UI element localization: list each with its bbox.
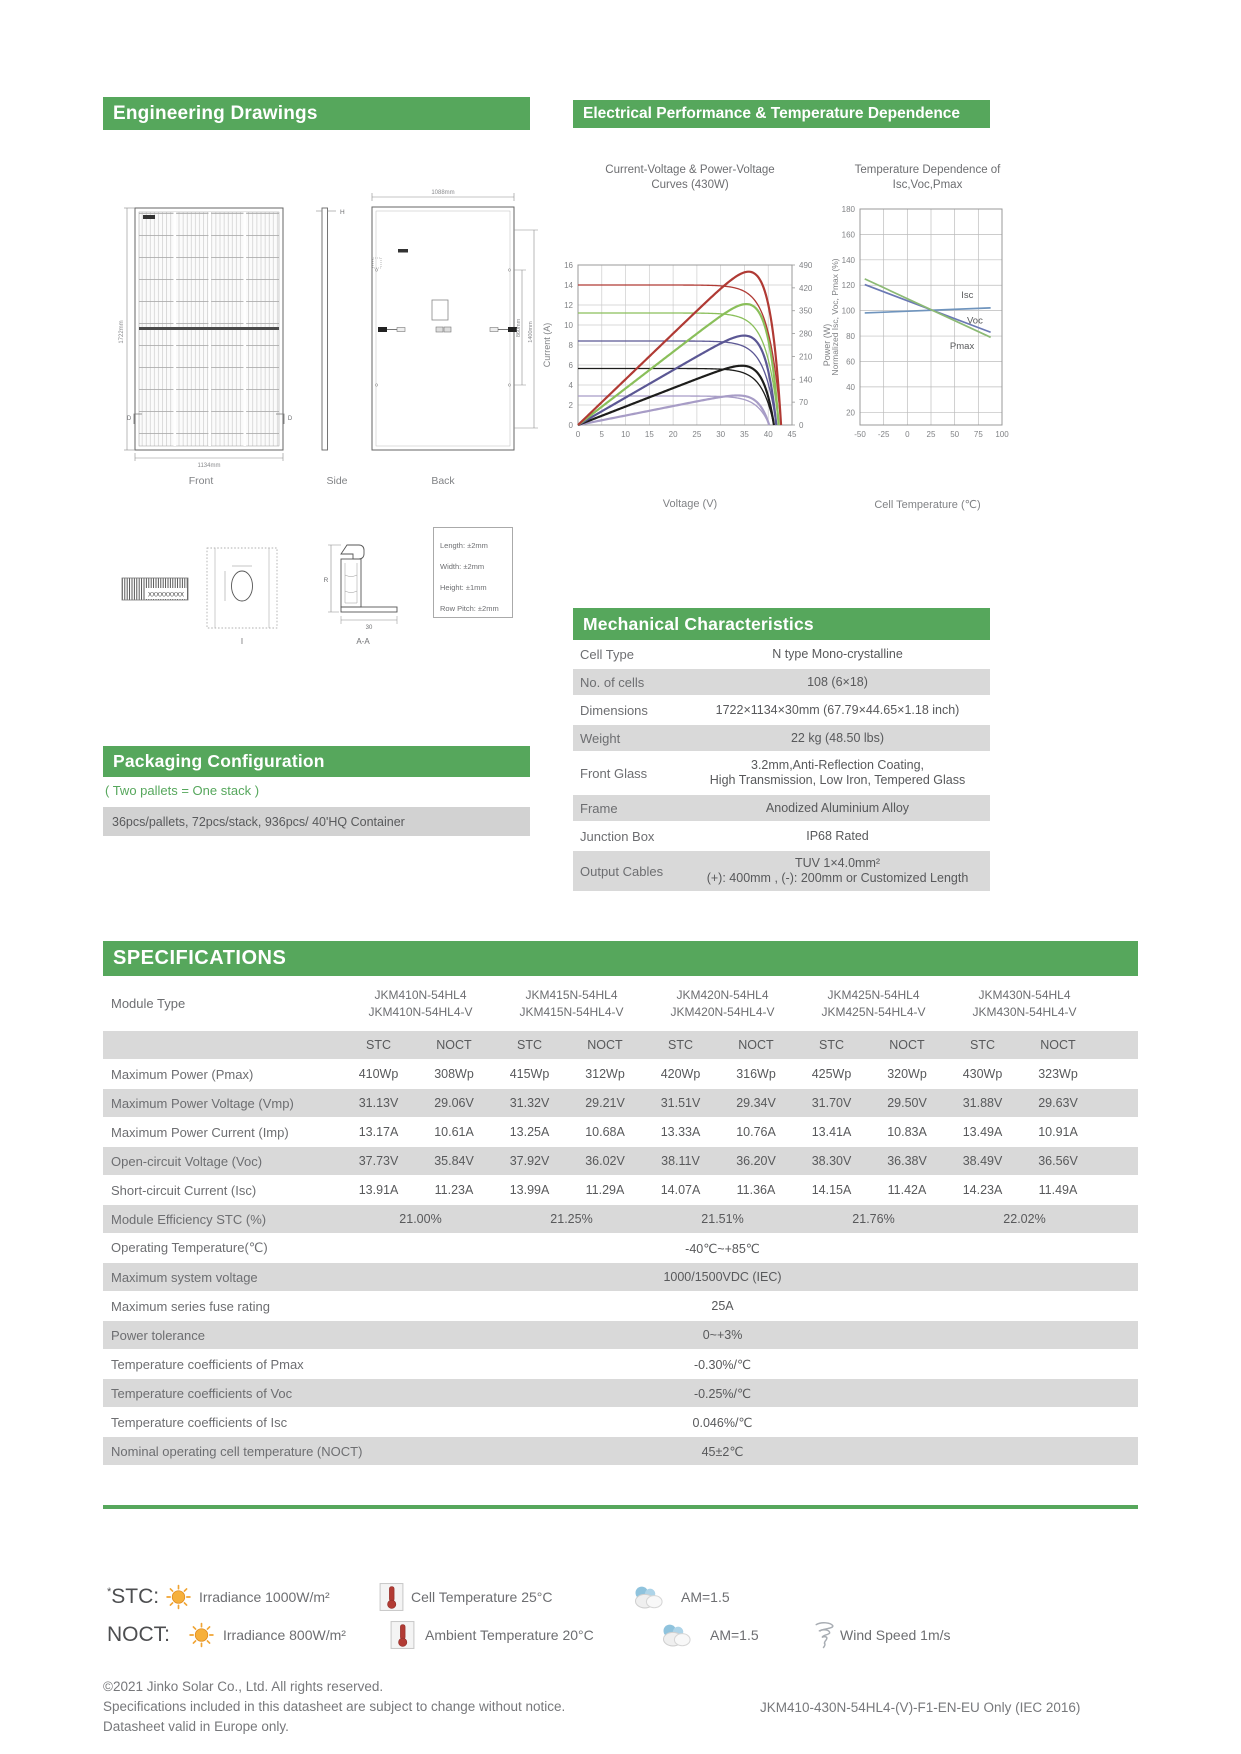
spec-value-cell: 36.20V xyxy=(736,1154,776,1168)
table-row xyxy=(103,1263,1138,1291)
mech-row-value: 22 kg (48.50 lbs) xyxy=(790,730,885,745)
sun-icon xyxy=(188,1622,215,1649)
svg-text:0: 0 xyxy=(905,430,910,439)
mech-row-value: TUV 1×4.0mm² (+): 400mm , (-): 200mm or Customized Length xyxy=(706,856,969,885)
spec-value-cell: 11.36A xyxy=(736,1183,776,1197)
spec-value-cell: 36.02V xyxy=(585,1154,625,1168)
svg-text:5: 5 xyxy=(599,430,605,439)
spec-value-cell: 10.76A xyxy=(736,1125,776,1139)
mech-row-label: Dimensions xyxy=(580,702,648,718)
cloud-icon xyxy=(630,1585,666,1610)
spec-value-cell: 13.25A xyxy=(509,1125,550,1139)
mechanical-table xyxy=(573,641,990,893)
mech-row-value: IP68 Rated xyxy=(806,828,869,843)
barcode-drawing xyxy=(122,578,188,600)
svg-text:45: 45 xyxy=(787,430,797,439)
spec-row-label: Maximum Power (Pmax) xyxy=(111,1066,254,1082)
spec-value-cell: 29.21V xyxy=(585,1096,625,1110)
spec-value-cell: 308Wp xyxy=(434,1067,474,1081)
svg-text:Current (A): Current (A) xyxy=(542,322,552,368)
back-top-dim: 1088mm xyxy=(431,190,455,196)
mech-row-value: 108 (6×18) xyxy=(807,674,868,689)
spec-row-label: Maximum Power Voltage (Vmp) xyxy=(111,1095,294,1111)
spec-row-label: Power tolerance xyxy=(111,1327,205,1343)
spec-value-cell: 0.046%/℃ xyxy=(692,1415,753,1430)
spec-value-cell: 323Wp xyxy=(1038,1067,1078,1081)
spec-row-label: Maximum Power Current (Imp) xyxy=(111,1124,289,1140)
table-row xyxy=(103,1089,1138,1117)
condition-cell: STC xyxy=(819,1038,844,1052)
mech-row-label: Cell Type xyxy=(580,646,634,662)
noct-wind-speed: Wind Speed 1m/s xyxy=(840,1627,951,1643)
svg-text:490: 490 xyxy=(799,261,813,270)
svg-text:30: 30 xyxy=(716,430,726,439)
spec-value-cell: 10.91A xyxy=(1038,1125,1078,1139)
specifications-header: SPECIFICATIONS xyxy=(103,941,1138,976)
spec-value-cell: 29.63V xyxy=(1038,1096,1078,1110)
mech-row-label: Weight xyxy=(580,730,621,746)
section-label: I xyxy=(240,637,244,646)
engineering-drawings xyxy=(95,170,555,500)
svg-text:160: 160 xyxy=(841,230,855,240)
condition-cell: STC xyxy=(668,1038,693,1052)
spec-value-cell: 430Wp xyxy=(962,1067,1003,1081)
front-width-dim: 1134mm xyxy=(197,463,221,469)
spec-value-cell: 31.51V xyxy=(660,1096,701,1110)
spec-value-cell: 10.68A xyxy=(585,1125,625,1139)
table-row xyxy=(573,697,990,723)
svg-text:Power (W): Power (W) xyxy=(822,323,832,367)
mech-row-label: Junction Box xyxy=(580,828,655,844)
svg-text:180: 180 xyxy=(841,205,855,214)
mech-row-value: Anodized Aluminium Alloy xyxy=(765,800,910,815)
noct-legend-row xyxy=(103,1616,1138,1654)
spec-value-cell: 38.11V xyxy=(661,1154,700,1168)
spec-value-cell: 1000/1500VDC (IEC) xyxy=(663,1270,782,1284)
spec-value-cell: 11.49A xyxy=(1038,1183,1078,1197)
spec-value-cell: -0.30%/℃ xyxy=(693,1357,752,1372)
svg-text:10: 10 xyxy=(564,321,573,330)
cloud-icon xyxy=(658,1623,694,1648)
thermometer-icon xyxy=(390,1621,415,1650)
iv-curve-irradiance-200W/m2 xyxy=(578,396,769,425)
stc-am: AM=1.5 xyxy=(681,1589,730,1605)
module-type-label: Module Type xyxy=(111,996,186,1011)
condition-cell: STC xyxy=(366,1038,391,1052)
spec-value-cell: 11.42A xyxy=(887,1183,927,1197)
spec-value-cell: 37.92V xyxy=(509,1154,550,1168)
tolerance-length: Length: ±2mm xyxy=(440,541,488,550)
pv-curve-irradiance-200W/m2 xyxy=(578,395,769,425)
spec-value-cell: 29.34V xyxy=(736,1096,776,1110)
svg-text:Isc: Isc xyxy=(961,289,974,301)
condition-cell: NOCT xyxy=(889,1038,925,1052)
back-right-dim2: 1400mm xyxy=(528,321,534,343)
spec-value-cell: 31.88V xyxy=(962,1096,1003,1110)
spec-row-label: Maximum series fuse rating xyxy=(111,1298,270,1314)
spec-value-cell: 14.07A xyxy=(660,1183,701,1197)
back-view-label: Back xyxy=(431,475,455,487)
packaging-info-bar: 36pcs/pallets, 72pcs/stack, 936pcs/ 40'HQ Container xyxy=(103,807,530,836)
iv-pv-chart-xlabel: Voltage (V) xyxy=(662,498,718,510)
svg-text:140: 140 xyxy=(841,255,855,265)
spec-value-cell: 11.29A xyxy=(585,1183,625,1197)
spec-row-label: Short-circuit Current (Isc) xyxy=(111,1182,257,1198)
noct-am: AM=1.5 xyxy=(710,1627,759,1643)
spec-value-cell: 13.33A xyxy=(660,1125,701,1139)
spec-value-cell: 29.50V xyxy=(887,1096,927,1110)
temp-chart-plot xyxy=(810,203,1045,448)
front-corner-label-right: D xyxy=(287,416,293,422)
spec-row-label: Temperature coefficients of Isc xyxy=(111,1414,288,1430)
electrical-performance-header: Electrical Performance & Temperature Dependence xyxy=(573,100,990,128)
table-row xyxy=(573,669,990,695)
condition-cell: STC xyxy=(970,1038,995,1052)
svg-text:12: 12 xyxy=(564,301,573,310)
svg-text:10: 10 xyxy=(621,430,631,439)
spec-value-cell: 31.32V xyxy=(509,1096,550,1110)
spec-value-cell: 13.99A xyxy=(509,1183,550,1197)
front-view-drawing xyxy=(119,208,293,469)
mech-row-label: Output Cables xyxy=(580,863,664,879)
packaging-subtitle: ( Two pallets = One stack ) xyxy=(105,783,260,798)
svg-text:75: 75 xyxy=(973,430,983,439)
wind-icon xyxy=(813,1621,836,1650)
spec-value-cell: 10.83A xyxy=(887,1125,927,1139)
document-code: JKM410-430N-54HL4-(V)-F1-EN-EU Only (IEC 2016) xyxy=(760,1700,1081,1715)
iv-pv-chart-plot xyxy=(540,235,840,450)
spec-value-cell: 14.15A xyxy=(811,1183,852,1197)
table-row xyxy=(103,1118,1138,1146)
table-row xyxy=(103,1292,1138,1320)
spec-value-cell: 13.17A xyxy=(358,1125,399,1139)
profile-width-label: 30 xyxy=(365,625,373,631)
svg-text:420: 420 xyxy=(799,283,813,293)
svg-text:80: 80 xyxy=(846,332,855,342)
disclaimer-line: Specifications included in this datasheet are subject to change without notice. xyxy=(103,1699,566,1714)
svg-text:-25: -25 xyxy=(877,430,890,439)
svg-text:0: 0 xyxy=(799,421,804,430)
sun-icon xyxy=(165,1584,192,1611)
spec-value-cell: 312Wp xyxy=(585,1067,625,1081)
spec-value-cell: 35.84V xyxy=(434,1154,474,1168)
svg-text:-50: -50 xyxy=(854,430,866,439)
svg-text:40: 40 xyxy=(763,430,773,439)
side-view-drawing xyxy=(316,208,345,450)
table-row xyxy=(103,1379,1138,1407)
side-view-label: Side xyxy=(326,475,348,487)
module-type-cell: JKM415N-54HL4 JKM415N-54HL4-V xyxy=(519,987,624,1019)
spec-value-cell: 21.00% xyxy=(399,1212,442,1226)
copyright-line: ©2021 Jinko Solar Co., Ltd. All rights reserved. xyxy=(103,1679,384,1694)
spec-value-cell: 420Wp xyxy=(660,1067,701,1081)
spec-value-cell: 37.73V xyxy=(358,1154,399,1168)
side-h-label: H xyxy=(340,209,345,216)
stc-cell-temperature: Cell Temperature 25°C xyxy=(411,1589,553,1605)
spec-row-label: Operating Temperature(℃) xyxy=(111,1240,268,1255)
svg-text:16: 16 xyxy=(564,261,573,270)
engineering-drawings-header: Engineering Drawings xyxy=(103,97,530,130)
front-corner-label-left: D xyxy=(126,416,132,422)
spec-value-cell: 410Wp xyxy=(358,1067,399,1081)
svg-text:8: 8 xyxy=(568,341,573,350)
module-type-cell: JKM420N-54HL4 JKM420N-54HL4-V xyxy=(670,987,775,1019)
table-row xyxy=(573,851,990,891)
spec-value-cell: 13.41A xyxy=(811,1125,852,1139)
module-type-row xyxy=(103,977,1138,1030)
spec-value-cell: 21.25% xyxy=(550,1212,593,1226)
svg-text:100: 100 xyxy=(995,430,1009,439)
tolerance-height: Height: ±1mm xyxy=(440,583,487,592)
table-row xyxy=(573,795,990,821)
svg-text:40: 40 xyxy=(846,382,855,392)
svg-text:60: 60 xyxy=(846,357,855,367)
condition-cell: NOCT xyxy=(587,1038,623,1052)
spec-value-cell: 14.23A xyxy=(962,1183,1003,1197)
iv-pv-chart-title: Current-Voltage & Power-Voltage Curves (430W) xyxy=(605,164,775,191)
module-type-cell: JKM410N-54HL4 JKM410N-54HL4-V xyxy=(368,987,473,1019)
table-row xyxy=(573,725,990,751)
front-height-dim: 1722mm xyxy=(119,320,125,344)
mech-row-label: No. of cells xyxy=(580,674,645,690)
mechanical-characteristics-header: Mechanical Characteristics xyxy=(573,608,990,640)
spec-value-cell: 29.06V xyxy=(434,1096,474,1110)
mech-row-value: 3.2mm,Anti-Reflection Coating, High Transmission, Low Iron, Tempered Glass xyxy=(709,758,966,787)
condition-cell: NOCT xyxy=(436,1038,472,1052)
spec-row-label: Module Efficiency STC (%) xyxy=(111,1211,267,1227)
packaging-configuration-header: Packaging Configuration xyxy=(103,746,530,777)
noct-irradiance: Irradiance 800W/m² xyxy=(223,1627,346,1643)
stc-legend-row xyxy=(103,1578,1138,1616)
svg-text:20: 20 xyxy=(668,430,678,439)
mech-row-value: 1722×1134×30mm (67.79×44.65×1.18 inch) xyxy=(715,702,960,717)
table-row xyxy=(573,641,990,667)
table-row xyxy=(103,1350,1138,1378)
spec-value-cell: 25A xyxy=(711,1299,734,1313)
mech-row-label: Frame xyxy=(580,800,618,816)
svg-text:70: 70 xyxy=(799,398,808,408)
profile-label: A-A xyxy=(356,637,370,646)
svg-text:25: 25 xyxy=(692,430,702,439)
stc-asterisk: * xyxy=(107,1586,112,1598)
noct-ambient-temperature: Ambient Temperature 20°C xyxy=(425,1627,594,1643)
spec-value-cell: 10.61A xyxy=(434,1125,474,1139)
svg-text:25: 25 xyxy=(926,430,936,439)
svg-text:4: 4 xyxy=(568,381,573,390)
condition-header-row xyxy=(103,1031,1138,1059)
table-row xyxy=(103,1321,1138,1349)
condition-cell: NOCT xyxy=(738,1038,774,1052)
spec-value-cell: 13.91A xyxy=(358,1183,399,1197)
spec-row-label: Nominal operating cell temperature (NOCT) xyxy=(111,1443,363,1459)
table-row xyxy=(103,1408,1138,1436)
spec-value-cell: 31.70V xyxy=(811,1096,852,1110)
temp-dependence-chart xyxy=(810,163,1045,513)
spec-row-label: Maximum system voltage xyxy=(111,1269,258,1285)
thermometer-icon xyxy=(379,1583,404,1612)
svg-text:120: 120 xyxy=(841,281,855,291)
table-row xyxy=(103,1147,1138,1175)
stc-irradiance: Irradiance 1000W/m² xyxy=(199,1589,330,1605)
spec-value-cell: 415Wp xyxy=(509,1067,550,1081)
mech-row-label: Front Glass xyxy=(580,765,648,781)
specifications-table xyxy=(103,977,1138,1466)
spec-value-cell: 45±2℃ xyxy=(701,1444,744,1459)
spec-value-cell: 21.76% xyxy=(852,1212,895,1226)
svg-text:14: 14 xyxy=(564,281,573,290)
svg-text:210: 210 xyxy=(799,352,813,362)
table-row xyxy=(103,1060,1138,1088)
back-right-dim1: 860mm xyxy=(516,318,522,338)
table-row xyxy=(573,823,990,849)
spec-value-cell: 13.49A xyxy=(962,1125,1003,1139)
tolerance-row-pitch: Row Pitch: ±2mm xyxy=(440,604,499,613)
tolerance-box xyxy=(433,527,513,618)
svg-text:350: 350 xyxy=(799,306,813,316)
spec-value-cell: 316Wp xyxy=(736,1067,776,1081)
spec-value-cell: -0.25%/℃ xyxy=(693,1386,752,1401)
mounting-slot-detail xyxy=(207,548,277,646)
spec-value-cell: 38.30V xyxy=(811,1154,852,1168)
profile-height-label: R xyxy=(323,577,329,584)
green-divider xyxy=(103,1505,1138,1509)
back-view-drawing xyxy=(372,190,538,450)
spec-value-cell: -40℃~+85℃ xyxy=(685,1241,760,1256)
temp-chart-xlabel: Cell Temperature (℃) xyxy=(874,499,981,511)
spec-row-label: Temperature coefficients of Pmax xyxy=(111,1356,304,1372)
svg-text:Normalized Isc, Voc, Pmax (%): Normalized Isc, Voc, Pmax (%) xyxy=(830,258,840,376)
detail-drawings xyxy=(95,520,405,655)
noct-label: NOCT: xyxy=(107,1623,170,1646)
table-row xyxy=(103,1205,1138,1233)
spec-value-cell: 21.51% xyxy=(701,1212,744,1226)
stc-label: *STC: xyxy=(107,1585,160,1608)
tolerance-width: Width: ±2mm xyxy=(440,562,485,571)
front-view-label: Front xyxy=(188,475,214,487)
spec-value-cell: 36.38V xyxy=(887,1154,927,1168)
condition-cell: NOCT xyxy=(1040,1038,1076,1052)
mech-row-value: N type Mono-crystalline xyxy=(772,646,903,661)
table-row xyxy=(103,1234,1138,1262)
spec-value-cell: 425Wp xyxy=(811,1067,852,1081)
spec-value-cell: 31.13V xyxy=(358,1096,399,1110)
iv-pv-chart xyxy=(540,163,840,513)
svg-text:Pmax: Pmax xyxy=(949,340,975,352)
condition-cell: STC xyxy=(517,1038,542,1052)
svg-text:0: 0 xyxy=(575,430,581,439)
table-row xyxy=(573,753,990,793)
svg-text:6: 6 xyxy=(568,361,573,370)
svg-text:2: 2 xyxy=(568,401,573,410)
spec-value-cell: 22.02% xyxy=(1003,1212,1046,1226)
barcode-text: XXXXXXXXX xyxy=(147,592,185,599)
svg-text:20: 20 xyxy=(846,408,855,418)
frame-profile-drawing xyxy=(324,545,397,646)
module-type-cell: JKM425N-54HL4 JKM425N-54HL4-V xyxy=(821,987,926,1019)
svg-text:35: 35 xyxy=(739,430,749,439)
svg-text:50: 50 xyxy=(950,430,960,439)
spec-value-cell: 320Wp xyxy=(887,1067,927,1081)
temp-chart-title: Temperature Dependence of Isc,Voc,Pmax xyxy=(854,164,1001,191)
table-row xyxy=(103,1176,1138,1204)
svg-text:Voc: Voc xyxy=(966,315,983,327)
validity-line: Datasheet valid in Europe only. xyxy=(103,1719,289,1734)
svg-text:0: 0 xyxy=(568,421,573,430)
svg-text:140: 140 xyxy=(799,375,813,385)
svg-text:15: 15 xyxy=(644,430,654,439)
spec-value-cell: 38.49V xyxy=(962,1154,1003,1168)
spec-value-cell: 36.56V xyxy=(1038,1154,1078,1168)
spec-value-cell: 0~+3% xyxy=(702,1328,743,1342)
svg-text:100: 100 xyxy=(841,306,855,316)
table-row xyxy=(103,1437,1138,1465)
spec-row-label: Open-circuit Voltage (Voc) xyxy=(111,1153,263,1169)
module-type-cell: JKM430N-54HL4 JKM430N-54HL4-V xyxy=(972,987,1077,1019)
svg-text:280: 280 xyxy=(799,329,813,339)
spec-value-cell: 11.23A xyxy=(434,1183,474,1197)
spec-row-label: Temperature coefficients of Voc xyxy=(111,1385,293,1401)
